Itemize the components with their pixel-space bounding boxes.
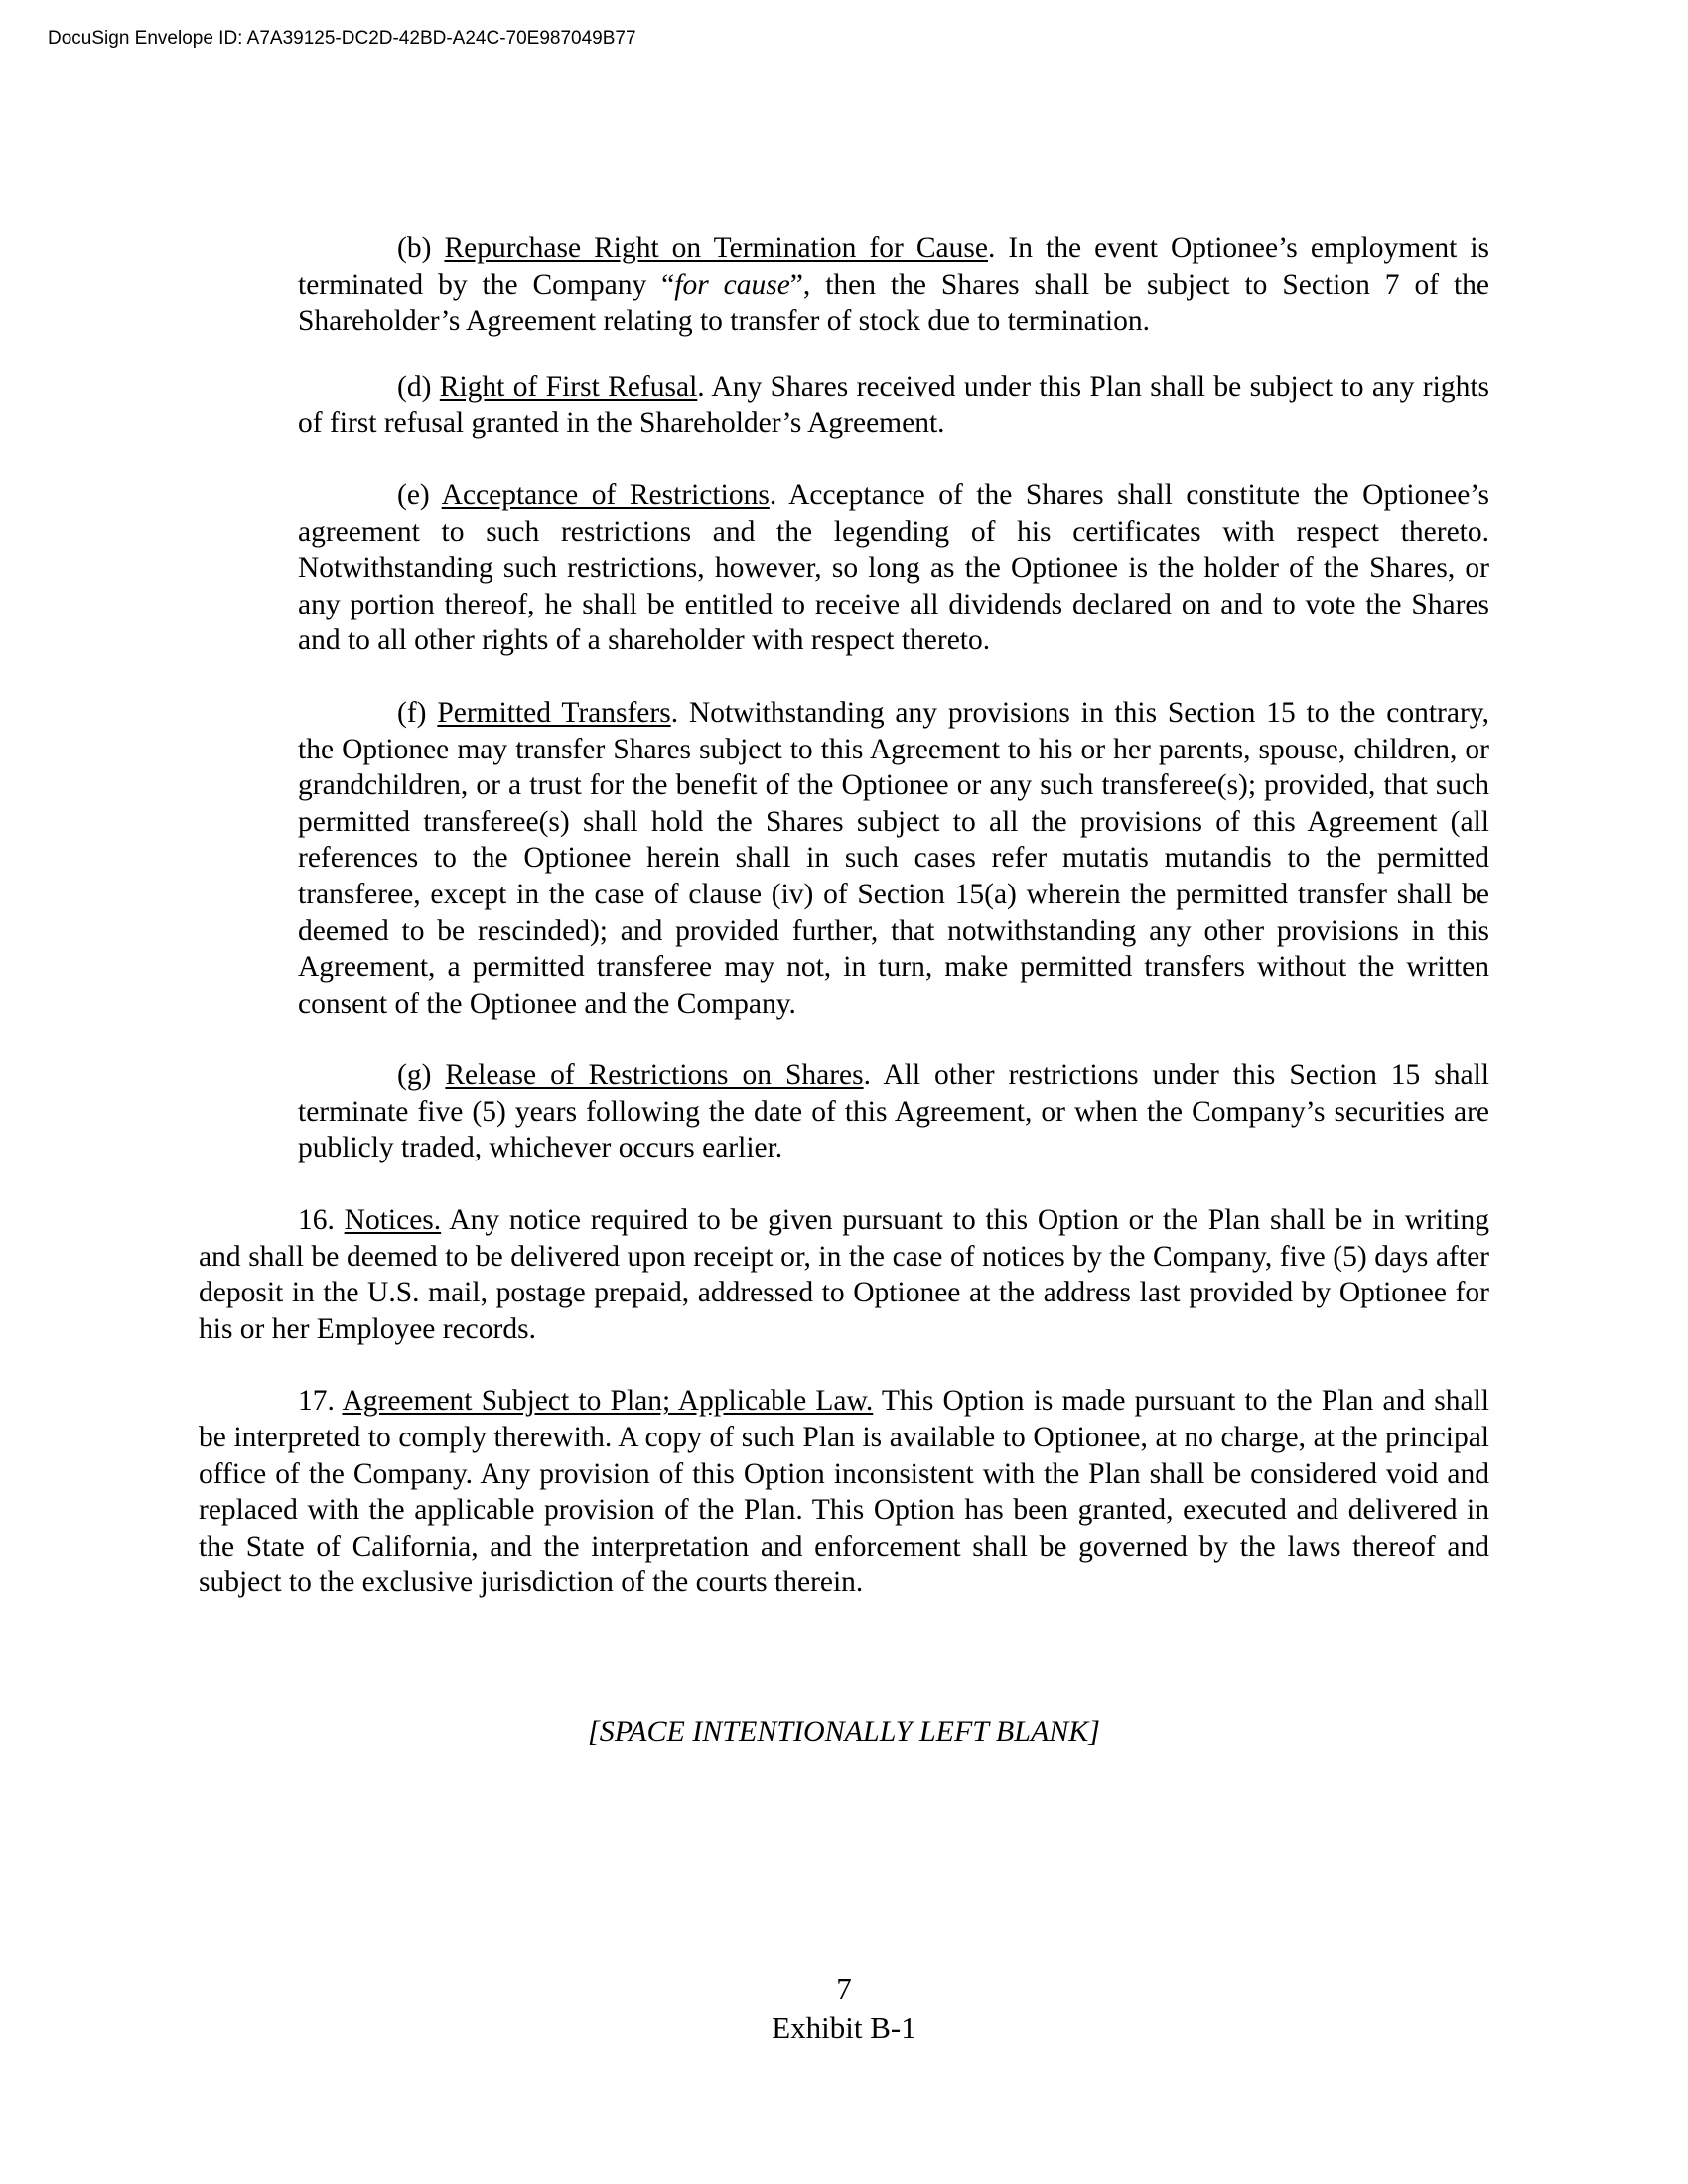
section-15b-heading: Repurchase Right on Termination for Cause [444, 232, 988, 264]
docusign-envelope-id: DocuSign Envelope ID: A7A39125-DC2D-42BD-A24C-70E987049B77 [48, 28, 636, 49]
page-footer [0, 1970, 1688, 2047]
section-15f-number: (f) [397, 696, 438, 729]
section-15g-release-of-restrictions [298, 1057, 1489, 1166]
exhibit-label: Exhibit B-1 [772, 2010, 916, 2045]
section-15e-number: (e) [397, 478, 442, 511]
section-15d-text: . Any Shares received under this Plan shall be subject to any rights of first refusal granted in the Shareholder’s Agreement. [298, 370, 1489, 440]
document-body [199, 230, 1489, 1601]
section-15b-number: (b) [397, 232, 445, 264]
section-15f-heading: Permitted Transfers [437, 696, 671, 729]
section-15b-text-part1: . In the event Optionee’s employment is terminated by the Company “ [298, 232, 1489, 301]
section-17-number: 17. [298, 1385, 343, 1418]
page-number: 7 [836, 1972, 852, 2006]
section-16-heading: Notices. [344, 1204, 442, 1237]
section-15d-heading: Right of First Refusal [439, 370, 698, 403]
section-15d-right-of-first-refusal [298, 369, 1489, 442]
section-15e-text: . Acceptance of the Shares shall constitute the Optionee’s agreement to such restrictions and the legending of his certificates with respect thereto. Notwithstanding such restrictions, however, so long as the Optionee is the holder of the Shares, or any portion thereof, he shall be entitled to receive all dividends declared on and to vote the Shares and to all other rights of a shareholder with respect thereto. [298, 478, 1489, 657]
section-16-notices [199, 1202, 1489, 1347]
section-17-heading: Agreement Subject to Plan; Applicable Law. [342, 1385, 874, 1418]
space-intentionally-left-blank: [SPACE INTENTIONALLY LEFT BLANK] [588, 1715, 1100, 1748]
section-15f-permitted-transfers [298, 695, 1489, 1022]
section-16-number: 16. [298, 1204, 345, 1237]
section-16-text: Any notice required to be given pursuant to this Option or the Plan shall be in writing and shall be deemed to be delivered upon receipt or, in the case of notices by the Company, five (5) days after deposit in the U.S. mail, postage prepaid, addressed to Optionee at the address last provided by Optionee for his or her Employee records. [199, 1204, 1489, 1345]
section-15b-italic-for-cause: for cause [674, 268, 790, 301]
section-15e-heading: Acceptance of Restrictions [441, 478, 770, 511]
section-15d-number: (d) [397, 370, 440, 403]
section-17-text: This Option is made pursuant to the Plan and shall be interpreted to comply therewith. A copy of such Plan is available to Optionee, at no charge, at the principal office of the Company. Any provision of this Option inconsistent with the Plan shall be considered void and replaced with the applicable provision of the Plan. This Option has been granted, executed and delivered in the State of California, and the interpretation and enforcement shall be governed by the laws thereof and subject to the exclusive jurisdiction of the courts therein. [199, 1385, 1489, 1599]
section-15b-text-part2: ”, then the Shares shall be subject to Section 7 of the Shareholder’s Agreement relating to transfer of stock due to termination. [298, 268, 1490, 338]
section-15b-repurchase-right [298, 230, 1489, 340]
section-15g-text: . All other restrictions under this Section 15 shall terminate five (5) years following the date of this Agreement, or when the Company’s securities are publicly traded, whichever occurs earlier. [298, 1059, 1489, 1164]
section-15e-acceptance-of-restrictions [298, 478, 1489, 659]
section-15g-number: (g) [397, 1059, 446, 1092]
section-17-agreement-subject-to-plan [199, 1383, 1489, 1601]
section-15g-heading: Release of Restrictions on Shares [445, 1059, 864, 1092]
section-15f-text: . Notwithstanding any provisions in this Section 15 to the contrary, the Optionee may transfer Shares subject to this Agreement to his or her parents, spouse, children, or grandchildren, or a trust for the benefit of the Optionee or any such transferee(s); provided, that such permitted transferee(s) shall hold the Shares subject to all the provisions of this Agreement (all references to the Optionee herein shall in such cases refer mutatis mutandis to the permitted transferee, except in the case of clause (iv) of Section 15(a) wherein the permitted transfer shall be deemed to be rescinded); and provided further, that notwithstanding any other provisions in this Agreement, a permitted transferee may not, in turn, make permitted transfers without the written consent of the Optionee and the Company. [298, 696, 1489, 1020]
